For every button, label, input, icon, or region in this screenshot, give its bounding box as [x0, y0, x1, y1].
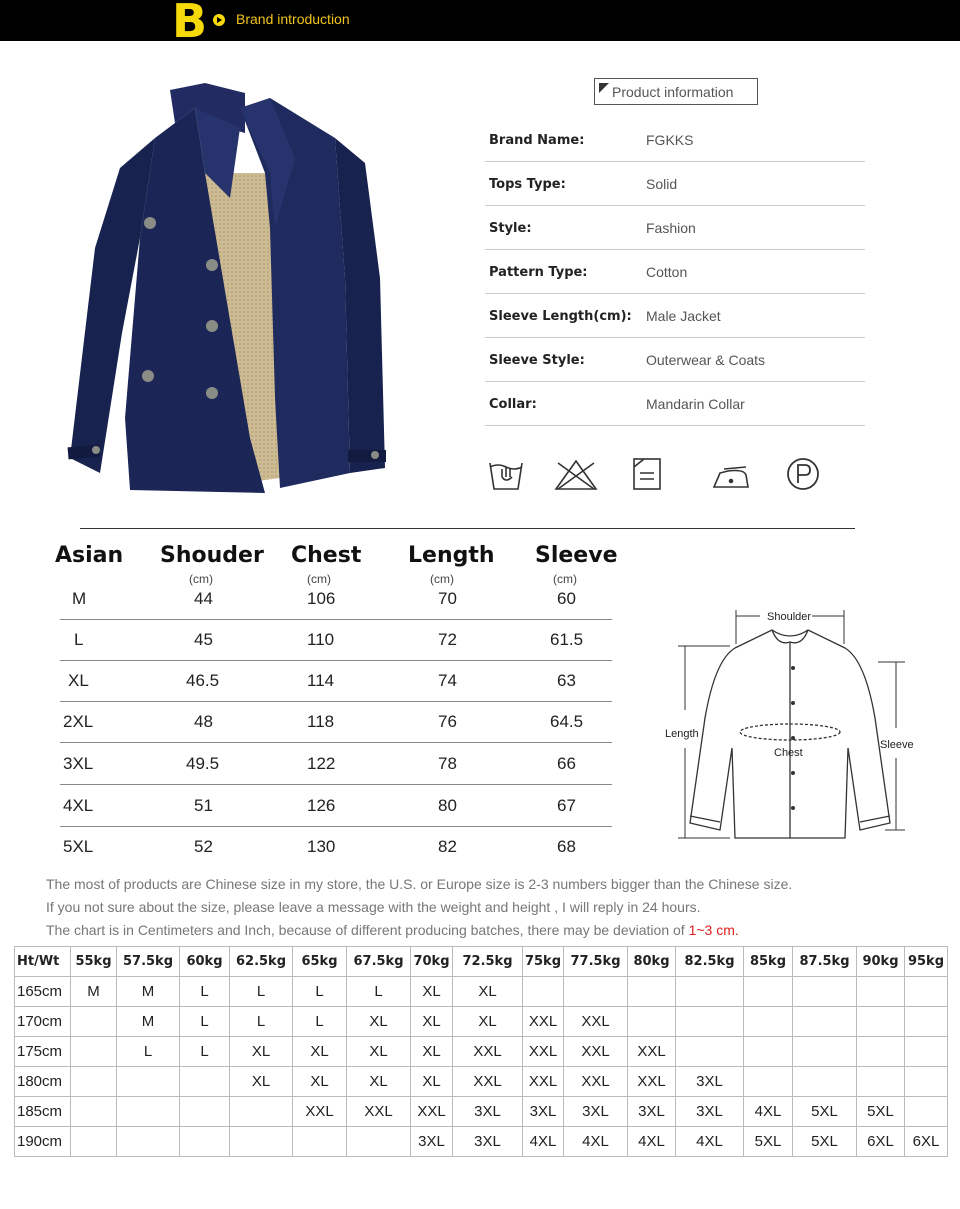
table-cell: XL — [230, 1037, 293, 1067]
size-cell: 60 — [557, 589, 576, 608]
table-row — [15, 1127, 948, 1157]
table-cell: XL — [293, 1037, 347, 1067]
divider — [80, 528, 855, 529]
table-cell: XXL — [564, 1037, 628, 1067]
table-row — [15, 1037, 948, 1067]
table-cell: 180cm — [15, 1067, 71, 1097]
table-cell — [857, 1067, 905, 1097]
size-cell: 63 — [557, 671, 576, 690]
table-cell: XXL — [411, 1097, 453, 1127]
col-header-shoulder: Shouder — [160, 543, 264, 568]
info-key: Style: — [489, 221, 532, 236]
table-cell: XXL — [628, 1037, 676, 1067]
table-cell: M — [71, 977, 117, 1007]
col-header-length: Length — [408, 543, 495, 568]
table-cell: 6XL — [905, 1127, 948, 1157]
table-cell — [564, 977, 628, 1007]
size-cell: 126 — [307, 796, 336, 815]
table-cell — [744, 1067, 793, 1097]
table-cell: 175cm — [15, 1037, 71, 1067]
table-header-cell: 65kg — [293, 947, 347, 977]
info-key: Brand Name: — [489, 133, 585, 148]
brand-badge: B — [172, 0, 208, 48]
table-cell: XL — [453, 977, 523, 1007]
size-row — [60, 661, 612, 702]
table-row — [15, 1007, 948, 1037]
table-cell — [676, 1007, 744, 1037]
table-cell: XL — [347, 1037, 411, 1067]
size-cell: 68 — [557, 837, 576, 856]
size-cell: 4XL — [63, 796, 94, 815]
deviation-highlight: 1~3 cm. — [688, 922, 739, 938]
table-header-cell: 82.5kg — [676, 947, 744, 977]
size-row — [60, 620, 612, 661]
table-cell: XL — [293, 1067, 347, 1097]
table-cell: 5XL — [744, 1127, 793, 1157]
info-value: FGKKS — [646, 132, 694, 148]
table-cell: 3XL — [453, 1127, 523, 1157]
table-cell — [180, 1127, 230, 1157]
table-header-cell: 57.5kg — [117, 947, 180, 977]
size-note-2: If you not sure about the size, please leave a message with the weight and height , I will reply in 24 hours. — [46, 899, 701, 915]
size-cell: 46.5 — [186, 671, 220, 690]
table-header-cell: 55kg — [71, 947, 117, 977]
size-cell: 48 — [194, 712, 213, 731]
info-row-tops-type — [485, 162, 865, 206]
table-cell — [857, 977, 905, 1007]
info-value: Male Jacket — [646, 308, 721, 324]
table-cell — [628, 1007, 676, 1037]
table-cell: L — [117, 1037, 180, 1067]
size-cell: 74 — [438, 671, 457, 690]
table-cell — [628, 977, 676, 1007]
table-cell — [744, 977, 793, 1007]
info-value: Fashion — [646, 220, 696, 236]
table-cell: XL — [453, 1007, 523, 1037]
table-header-cell: 85kg — [744, 947, 793, 977]
table-cell — [230, 1097, 293, 1127]
table-cell — [117, 1067, 180, 1097]
table-cell: L — [180, 1037, 230, 1067]
size-cell: 122 — [307, 754, 336, 773]
unit-label: (cm) — [307, 572, 331, 586]
table-cell — [523, 977, 564, 1007]
table-cell: L — [347, 977, 411, 1007]
table-header-cell: 80kg — [628, 947, 676, 977]
table-cell: XL — [347, 1007, 411, 1037]
col-header-chest: Chest — [291, 543, 362, 568]
size-cell: 51 — [194, 796, 213, 815]
table-cell: 3XL — [628, 1097, 676, 1127]
table-cell — [793, 1007, 857, 1037]
size-cell: M — [72, 589, 87, 608]
table-cell: XXL — [523, 1037, 564, 1067]
unit-label: (cm) — [189, 572, 213, 586]
unit-label: (cm) — [553, 572, 577, 586]
info-row-brand — [485, 118, 865, 162]
info-key: Collar: — [489, 397, 537, 412]
size-cell: XL — [68, 671, 89, 690]
table-cell — [117, 1097, 180, 1127]
size-cell: 49.5 — [186, 754, 220, 773]
diagram-label-shoulder: Shoulder — [767, 611, 812, 623]
info-row-pattern — [485, 250, 865, 294]
table-cell — [71, 1007, 117, 1037]
table-header-cell: 87.5kg — [793, 947, 857, 977]
table-cell: 5XL — [793, 1127, 857, 1157]
product-information-heading: Product information — [594, 78, 758, 105]
table-cell — [905, 1037, 948, 1067]
table-header-cell: 67.5kg — [347, 947, 411, 977]
size-cell: 114 — [307, 671, 335, 690]
table-cell — [230, 1127, 293, 1157]
table-cell — [293, 1127, 347, 1157]
table-cell: 4XL — [628, 1127, 676, 1157]
table-cell: 4XL — [564, 1127, 628, 1157]
info-key: Sleeve Style: — [489, 353, 585, 368]
brand-header-bar — [0, 0, 960, 48]
table-cell — [676, 1037, 744, 1067]
table-cell: 3XL — [411, 1127, 453, 1157]
size-cell: 78 — [438, 754, 457, 773]
product-jacket-image — [30, 78, 440, 503]
table-cell — [857, 1007, 905, 1037]
table-header-cell: 75kg — [523, 947, 564, 977]
table-header-cell: 90kg — [857, 947, 905, 977]
table-cell: L — [230, 977, 293, 1007]
table-cell: 3XL — [523, 1097, 564, 1127]
col-header-sleeve: Sleeve — [535, 543, 618, 568]
table-cell — [180, 1097, 230, 1127]
size-cell: 3XL — [63, 754, 94, 773]
info-value: Cotton — [646, 264, 688, 280]
size-cell: 80 — [438, 796, 457, 815]
table-row — [15, 1097, 948, 1127]
play-icon — [213, 14, 225, 26]
info-value: Mandarin Collar — [646, 396, 745, 412]
size-cell: 66 — [557, 754, 576, 773]
table-header-cell: 95kg — [905, 947, 948, 977]
table-cell: XXL — [453, 1067, 523, 1097]
table-cell — [905, 1007, 948, 1037]
info-row-style — [485, 206, 865, 250]
size-cell: 61.5 — [550, 630, 584, 649]
table-header-cell: Ht/Wt — [15, 947, 71, 977]
iron-icon — [714, 467, 748, 487]
table-cell — [905, 977, 948, 1007]
size-note-3-text: The chart is in Centimeters and Inch, because of different producing batches, there may be deviation of — [46, 922, 689, 938]
diagram-label-chest: Chest — [774, 747, 803, 759]
dry-clean-p-icon — [788, 459, 818, 489]
tumble-dry-icon — [634, 459, 660, 489]
table-cell — [857, 1037, 905, 1067]
table-cell: XL — [411, 1037, 453, 1067]
size-cell: 45 — [194, 630, 213, 649]
table-cell: XXL — [564, 1067, 628, 1097]
size-row — [60, 579, 612, 620]
table-cell — [793, 977, 857, 1007]
care-icons — [488, 455, 828, 495]
table-cell: 3XL — [676, 1067, 744, 1097]
table-cell: L — [293, 977, 347, 1007]
table-header-cell: 72.5kg — [453, 947, 523, 977]
height-weight-table — [14, 946, 948, 1157]
size-note-1: The most of products are Chinese size in my store, the U.S. or Europe size is 2-3 numbers bigger than the Chinese size. — [46, 876, 793, 892]
table-cell: 190cm — [15, 1127, 71, 1157]
brand-introduction-title: Brand introduction — [236, 11, 350, 27]
table-cell: XL — [411, 977, 453, 1007]
table-cell: 4XL — [676, 1127, 744, 1157]
measurement-diagram — [660, 598, 925, 843]
info-row-sleeve-length — [485, 294, 865, 338]
table-cell — [793, 1067, 857, 1097]
table-header-row — [15, 947, 948, 977]
size-row — [60, 702, 612, 743]
hand-wash-icon — [490, 463, 522, 489]
table-cell: L — [293, 1007, 347, 1037]
diagram-label-sleeve: Sleeve — [880, 739, 914, 751]
table-cell — [347, 1127, 411, 1157]
table-cell: 170cm — [15, 1007, 71, 1037]
table-header-cell: 70kg — [411, 947, 453, 977]
size-cell: 130 — [307, 837, 336, 856]
table-cell: XXL — [347, 1097, 411, 1127]
table-cell — [71, 1097, 117, 1127]
table-cell: L — [180, 1007, 230, 1037]
table-cell — [71, 1127, 117, 1157]
table-cell: 4XL — [744, 1097, 793, 1127]
table-cell: 5XL — [793, 1097, 857, 1127]
table-cell: L — [230, 1007, 293, 1037]
table-cell: XXL — [453, 1037, 523, 1067]
table-header-cell: 60kg — [180, 947, 230, 977]
table-row — [15, 977, 948, 1007]
table-cell: 5XL — [857, 1097, 905, 1127]
table-cell: XXL — [628, 1067, 676, 1097]
table-header-cell: 62.5kg — [230, 947, 293, 977]
table-cell: XL — [230, 1067, 293, 1097]
unit-label: (cm) — [430, 572, 454, 586]
table-cell: XXL — [564, 1007, 628, 1037]
size-cell: 2XL — [63, 712, 94, 731]
col-header-asian: Asian — [55, 543, 124, 568]
product-info-table — [485, 118, 865, 426]
diagram-label-length: Length — [665, 728, 699, 740]
size-cell: 118 — [307, 712, 335, 731]
size-cell: 70 — [438, 589, 457, 608]
size-row — [60, 827, 612, 868]
no-bleach-icon — [556, 461, 596, 489]
size-row — [60, 786, 612, 827]
table-cell: 3XL — [564, 1097, 628, 1127]
size-cell: 106 — [307, 589, 336, 608]
table-cell — [180, 1067, 230, 1097]
table-cell — [71, 1067, 117, 1097]
table-cell: L — [180, 977, 230, 1007]
table-cell: 3XL — [676, 1097, 744, 1127]
info-value: Outerwear & Coats — [646, 352, 766, 368]
table-cell: 3XL — [453, 1097, 523, 1127]
size-cell: L — [74, 630, 84, 649]
table-cell — [905, 1067, 948, 1097]
table-cell — [905, 1097, 948, 1127]
table-cell: 165cm — [15, 977, 71, 1007]
table-cell: XL — [411, 1067, 453, 1097]
size-cell: 44 — [194, 589, 213, 608]
table-cell: M — [117, 977, 180, 1007]
info-value: Solid — [646, 176, 678, 192]
table-cell: 4XL — [523, 1127, 564, 1157]
table-cell: XXL — [293, 1097, 347, 1127]
size-cell: 52 — [194, 837, 213, 856]
table-cell: 185cm — [15, 1097, 71, 1127]
table-cell — [71, 1037, 117, 1067]
table-cell — [676, 977, 744, 1007]
table-cell: XXL — [523, 1067, 564, 1097]
size-cell: 5XL — [63, 837, 94, 856]
info-row-collar — [485, 382, 865, 426]
table-cell: XL — [411, 1007, 453, 1037]
table-cell: XXL — [523, 1007, 564, 1037]
size-cell: 110 — [307, 630, 335, 649]
table-cell — [793, 1037, 857, 1067]
table-cell — [117, 1127, 180, 1157]
info-row-sleeve-style — [485, 338, 865, 382]
table-cell — [744, 1037, 793, 1067]
table-cell: XL — [347, 1067, 411, 1097]
table-cell: M — [117, 1007, 180, 1037]
size-row — [60, 744, 612, 785]
table-cell: 6XL — [857, 1127, 905, 1157]
table-row — [15, 1067, 948, 1097]
size-note-3 — [46, 922, 739, 938]
info-key: Pattern Type: — [489, 265, 588, 280]
size-cell: 82 — [438, 837, 457, 856]
info-key: Sleeve Length(cm): — [489, 309, 632, 324]
size-cell: 72 — [438, 630, 457, 649]
info-key: Tops Type: — [489, 177, 566, 192]
size-cell: 76 — [438, 712, 457, 731]
size-cell: 64.5 — [550, 712, 584, 731]
table-cell — [744, 1007, 793, 1037]
size-cell: 67 — [557, 796, 576, 815]
table-header-cell: 77.5kg — [564, 947, 628, 977]
